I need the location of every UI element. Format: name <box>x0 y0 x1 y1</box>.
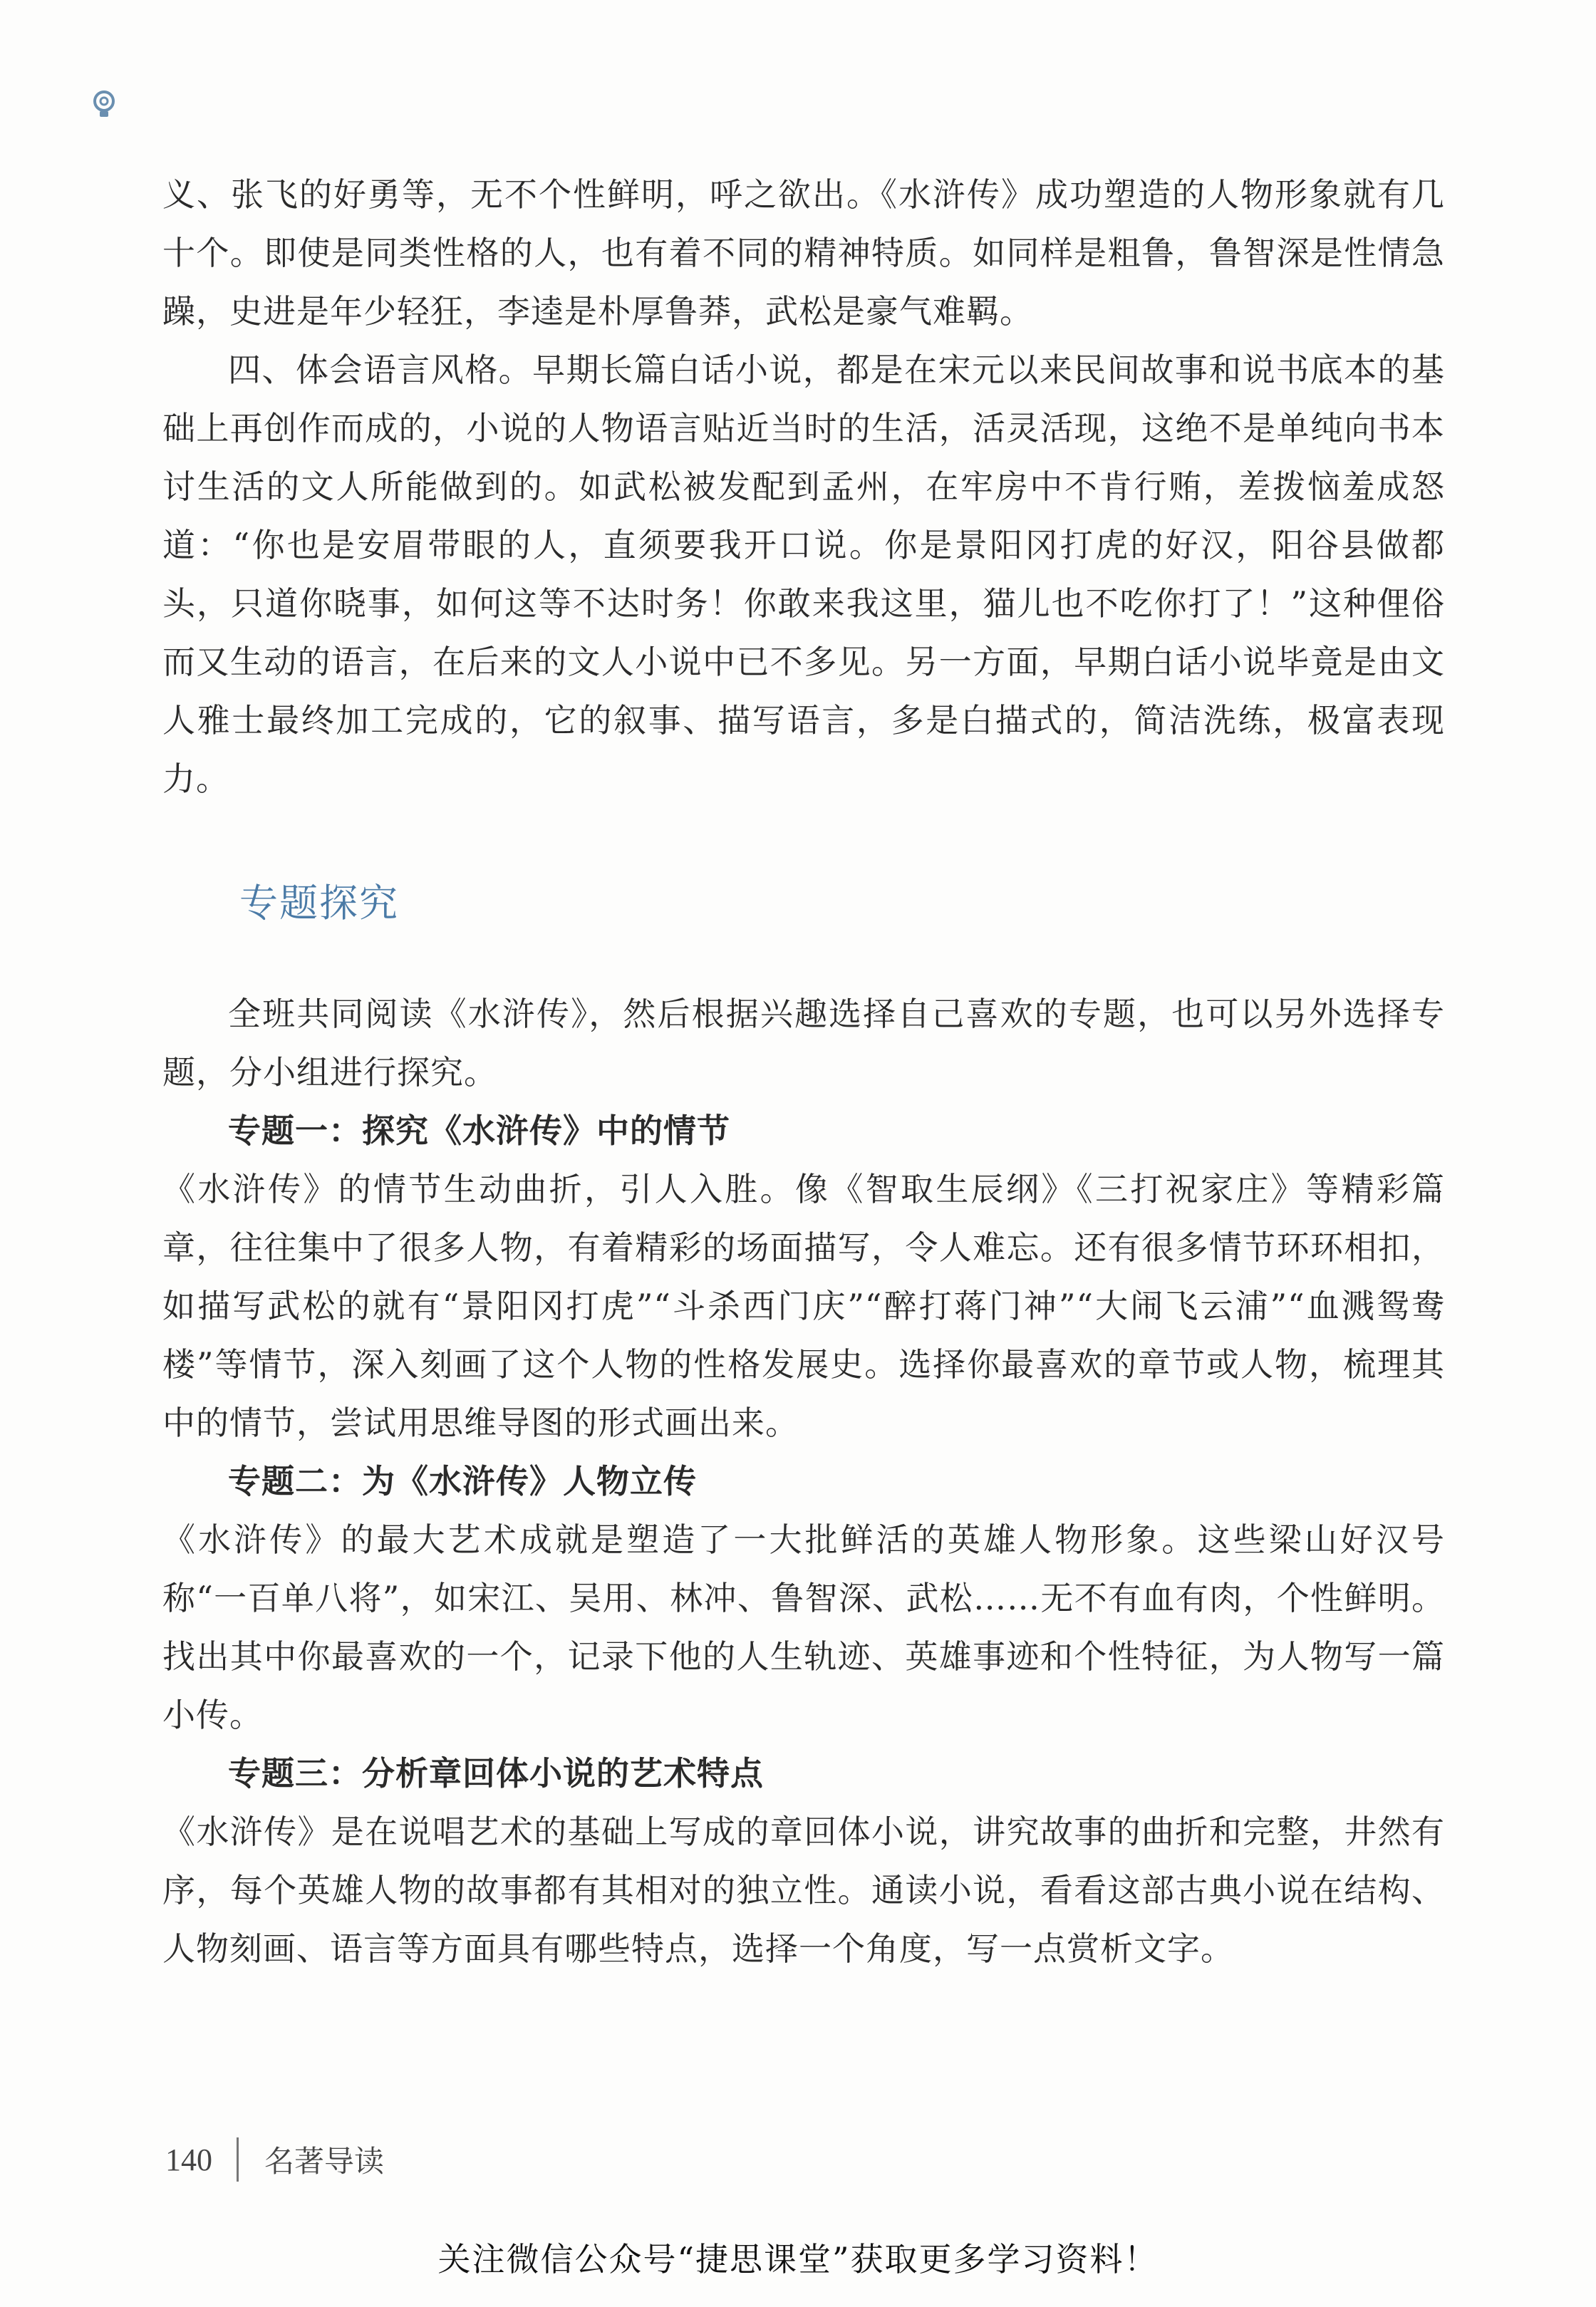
topic-title: 专题二：为《水浒传》人物立传 <box>228 1462 697 1500</box>
section-lead: 全班共同阅读《水浒传》，然后根据兴趣选择自己喜欢的专题，也可以另外选择专题，分小组进行探究。 <box>162 995 1445 1092</box>
section-heading: 专题探究 <box>239 881 399 926</box>
promo-banner: 关注微信公众号“捷思课堂”获取更多学习资料！ <box>437 2240 1159 2279</box>
page-number: 140 <box>165 2142 212 2177</box>
bulb-icon <box>88 88 120 120</box>
topic-body: 《水浒传》的最大艺术成就是塑造了一大批鲜活的英雄人物形象。这些梁山好汉号称“一百单八将”，如宋江、吴用、林冲、鲁智深、武松……无不有血有肉，个性鲜明。找出其中你最喜欢的一个，记录下他的人生轨迹、英雄事迹和个性特征，为人物写一篇小传。 <box>162 1520 1445 1734</box>
topic-title: 专题一：探究《水浒传》中的情节 <box>228 1111 730 1150</box>
intro-paragraph: 四、体会语言风格。早期长篇白话小说，都是在宋元以来民间故事和说书底本的基础上再创作而成的，小说的人物语言贴近当时的生活，活灵活现，这绝不是单纯向书本讨生活的文人所能做到的。如武松被发配到孟州，在牢房中不肯行贿，差拨恼羞成怒道：“你也是安眉带眼的人，直须要我开口说。你是景阳冈打虎的好汉，阳谷县做都头，只道你晓事，如何这等不达时务！你敢来我这里，猫儿也不吃你打了！”这种俚俗而又生动的语言，在后来的文人小说中已不多见。另一方面，早期白话小说毕竟是由文人雅士最终加工完成的，它的叙事、描写语言，多是白描式的，简洁洗练，极富表现力。 <box>162 351 1445 798</box>
topic-body: 《水浒传》的情节生动曲折，引人入胜。像《智取生辰纲》《三打祝家庄》等精彩篇章，往往集中了很多人物，有着精彩的场面描写，令人难忘。还有很多情节环环相扣，如描写武松的就有“景阳冈打虎”“斗杀西门庆”“醉打蒋门神”“大闹飞云浦”“血溅鸳鸯楼”等情节，深入刻画了这个人物的性格发展史。选择你最喜欢的章节或人物，梳理其中的情节，尝试用思维导图的形式画出来。 <box>162 1170 1445 1442</box>
topics-text-block <box>162 985 1445 1978</box>
topic-title: 专题三：分析章回体小说的艺术特点 <box>228 1754 764 1793</box>
intro-text-block <box>162 165 1445 808</box>
intro-paragraph: 义、张飞的好勇等，无不个性鲜明，呼之欲出。《水浒传》成功塑造的人物形象就有几十个。即使是同类性格的人，也有着不同的精神特质。如同样是粗鲁，鲁智深是性情急躁，史进是年少轻狂，李逵是朴厚鲁莽，武松是豪气难羁。 <box>162 175 1445 331</box>
book-title: 名著导读 <box>264 2144 385 2179</box>
footer-divider <box>237 2137 239 2182</box>
topic-body: 《水浒传》是在说唱艺术的基础上写成的章回体小说，讲究故事的曲折和完整，井然有序，每个英雄人物的故事都有其相对的独立性。通读小说，看看这部古典小说在结构、人物刻画、语言等方面具有哪些特点，选择一个角度，写一点赏析文字。 <box>162 1813 1445 1968</box>
page-footer <box>165 2137 384 2182</box>
